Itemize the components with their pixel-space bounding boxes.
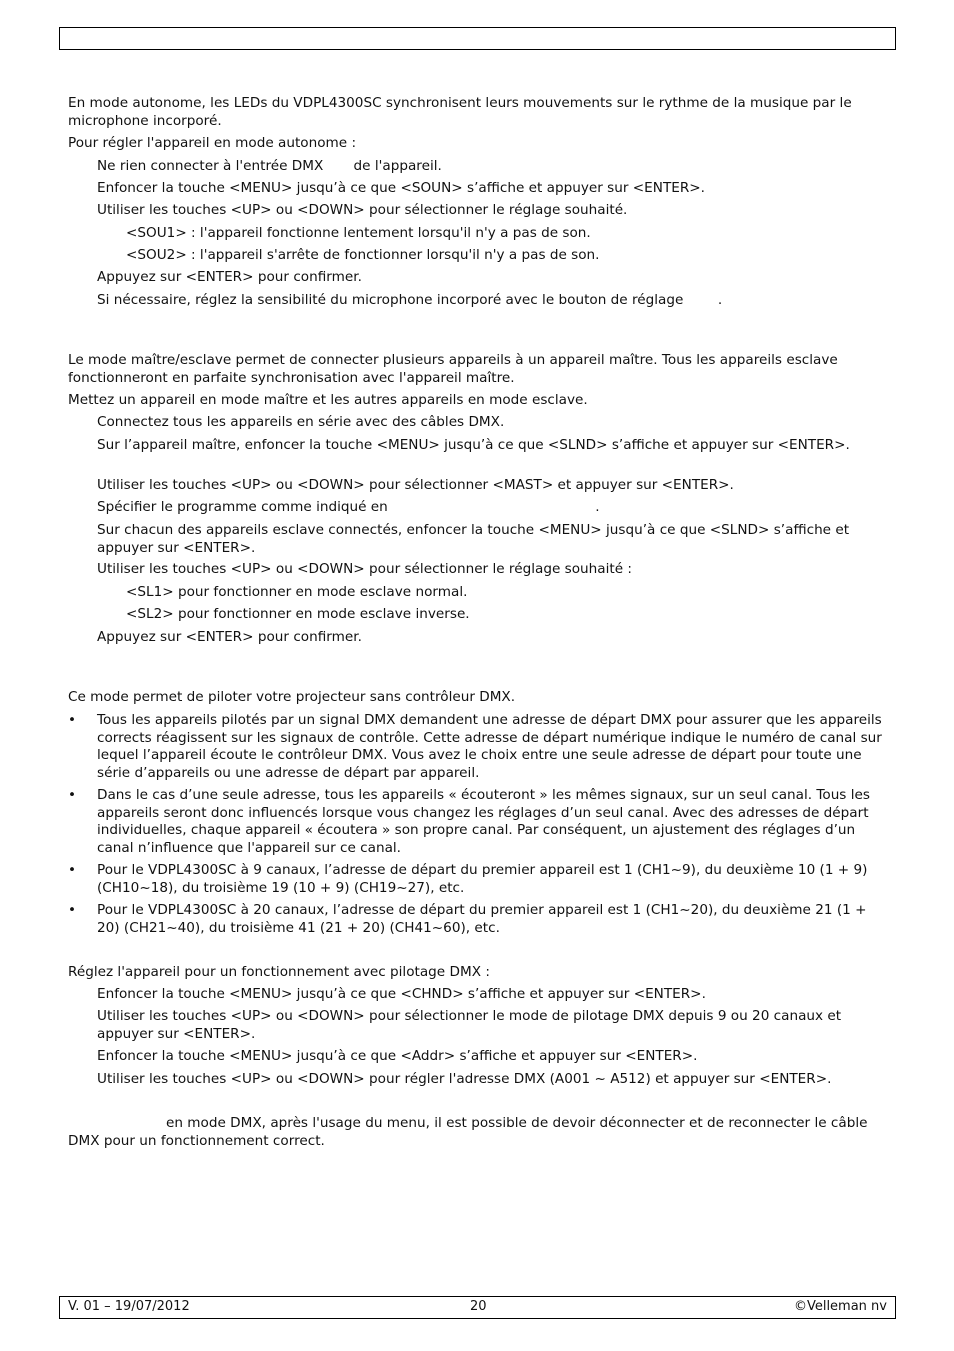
dmx-step: Utiliser les touches <UP> ou <DOWN> pour régler l'adresse DMX (A001 ~ A512) et appuyer sur <ENTER>. (97, 1071, 832, 1087)
sound-option: <SOU1> : l'appareil fonctionne lentement lorsqu'il n'y a pas de son. (126, 225, 591, 241)
footer-page-number: 20 (470, 1299, 487, 1314)
master-slave-step: Utiliser les touches <UP> ou <DOWN> pour sélectionner le réglage souhaité : (97, 561, 632, 577)
dmx-bullet: Pour le VDPL4300SC à 9 canaux, l’adresse de départ du premier appareil est 1 (CH1~9), du deuxième 10 (1 + 9) (CH10~18), du troisième 19 (10 + 9) (CH19~27), etc. (97, 862, 868, 896)
master-slave-lead: Mettez un appareil en mode maître et les autres appareils en mode esclave. (68, 392, 588, 408)
sound-step: Utiliser les touches <UP> ou <DOWN> pour sélectionner le réglage souhaité. (97, 202, 628, 218)
master-slave-intro: Le mode maître/esclave permet de connecter plusieurs appareils à un appareil maître. Tous les appareils esclave fonctionneront en parfaite synchronisation avec l'appareil maître. (68, 352, 838, 386)
sound-option: <SOU2> : l'appareil s'arrête de fonctionner lorsqu'il n'y a pas de son. (126, 247, 600, 263)
footer-version: V. 01 – 19/07/2012 (68, 1299, 190, 1314)
sound-step: Appuyez sur <ENTER> pour confirmer. (97, 269, 362, 285)
dmx-step: Utiliser les touches <UP> ou <DOWN> pour sélectionner le mode de pilotage DMX depuis 9 ou 20 canaux et appuyer sur <ENTER>. (97, 1008, 842, 1042)
master-slave-step: Appuyez sur <ENTER> pour confirmer. (97, 629, 362, 645)
dmx-bullet: Tous les appareils pilotés par un signal DMX demandent une adresse de départ DMX pour assurer que les appareils corrects réagissent sur les signaux de contrôle. Cette adresse de départ numérique indique le numéro de canal sur lequel l’appareil écoute le contrôleur DMX. Vous avez le choix entre une seule adresse de départ pour toute une série d’appareils ou une adresse de départ par appareil. (97, 712, 882, 781)
page-header-box (59, 27, 896, 50)
dmx-step: Enfoncer la touche <MENU> jusqu’à ce que <CHND> s’affiche et appuyer sur <ENTER>. (97, 986, 706, 1002)
master-slave-step: Utiliser les touches <UP> ou <DOWN> pour sélectionner <MAST> et appuyer sur <ENTER>. (97, 477, 734, 493)
dmx-bullet: Pour le VDPL4300SC à 20 canaux, l’adresse de départ du premier appareil est 1 (CH1~20), du deuxième 21 (1 + 20) (CH21~40), du troisième 41 (21 + 20) (CH41~60), etc. (97, 902, 867, 936)
dmx-mode-intro: Ce mode permet de piloter votre projecteur sans contrôleur DMX. (68, 689, 516, 705)
sound-mode-intro: En mode autonome, les LEDs du VDPL4300SC synchronisent leurs mouvements sur le rythme de la musique par le microphone incorporé. (68, 95, 852, 129)
master-slave-step: Spécifier le programme comme indiqué en . (97, 499, 600, 515)
dmx-bullet: Dans le cas d’une seule adresse, tous les appareils « écouteront » les mêmes signaux, sur un seul canal. Tous les appareils seront donc influencés lorsque vous changez les réglages d’un seul canal. Avec des adresses de départ individuelles, chaque appareil « écoutera » son propre canal. Par conséquent, un ajustement des réglages d’un canal n’influence que l'appareil sur ce canal. (97, 787, 870, 856)
sound-mode-lead: Pour régler l'appareil en mode autonome : (68, 135, 357, 151)
dmx-mode-lead: Réglez l'appareil pour un fonctionnement avec pilotage DMX : (68, 964, 490, 980)
footer-copyright: ©Velleman nv (793, 1299, 887, 1314)
bullet-icon: • (68, 902, 77, 918)
master-slave-step: Sur l’appareil maître, enfoncer la touche <MENU> jusqu’à ce que <SLND> s’affiche et appuyer sur <ENTER>. (97, 437, 850, 453)
bullet-icon: • (68, 787, 77, 803)
master-slave-step: Sur chacun des appareils esclave connectés, enfoncer la touche <MENU> jusqu’à ce que <SLND> s’affiche et appuyer sur <ENTER>. (97, 522, 850, 556)
bullet-icon: • (68, 862, 77, 878)
sound-step: Si nécessaire, réglez la sensibilité du microphone incorporé avec le bouton de réglage . (97, 292, 723, 308)
sound-step: Ne rien connecter à l'entrée DMX de l'appareil. (97, 158, 442, 174)
page-footer (59, 1296, 896, 1319)
sound-step: Enfoncer la touche <MENU> jusqu’à ce que <SOUN> s’affiche et appuyer sur <ENTER>. (97, 180, 705, 196)
master-slave-option: <SL1> pour fonctionner en mode esclave normal. (126, 584, 468, 600)
master-slave-option: <SL2> pour fonctionner en mode esclave inverse. (126, 606, 470, 622)
master-slave-step: Connectez tous les appareils en série avec des câbles DMX. (97, 414, 505, 430)
dmx-step: Enfoncer la touche <MENU> jusqu’à ce que <Addr> s’affiche et appuyer sur <ENTER>. (97, 1048, 698, 1064)
dmx-note: en mode DMX, après l'usage du menu, il est possible de devoir déconnecter et de reconnecter le câble DMX pour un fonctionnement correct. (68, 1115, 868, 1149)
bullet-icon: • (68, 712, 77, 728)
